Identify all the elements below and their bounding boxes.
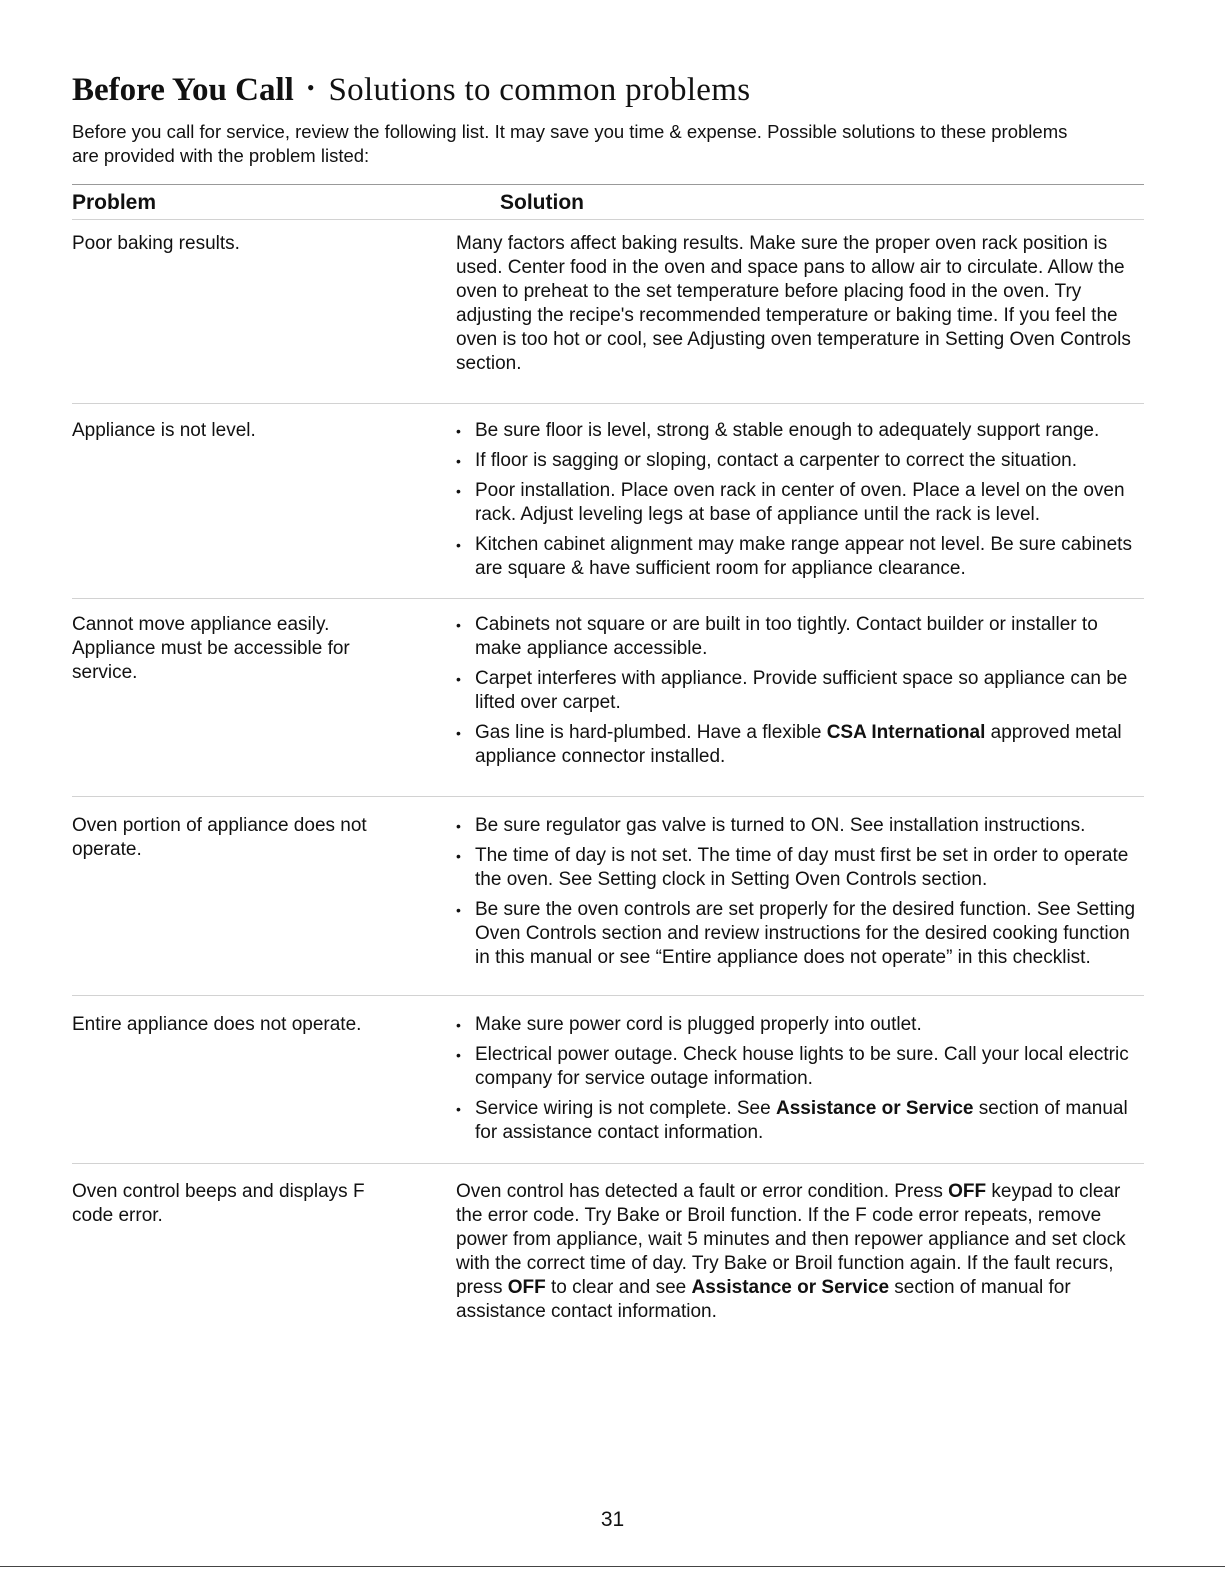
bullet-text: Be sure floor is level, strong & stable enough to adequately support range.	[475, 420, 1100, 441]
bullet-dot: •	[456, 818, 461, 834]
bullet-item	[456, 814, 1146, 838]
table-row	[72, 599, 1144, 797]
problem-cell: Entire appliance does not operate.	[72, 1014, 362, 1035]
table-row	[72, 996, 1144, 1164]
solution-text: Oven control has detected a fault or error condition. Press	[456, 1181, 949, 1202]
solution-cell	[456, 814, 1146, 976]
solution-bullet-list	[456, 613, 1146, 769]
problem-cell: Appliance is not level.	[72, 420, 256, 441]
problem-cell: Cannot move appliance easily. Appliance must be accessible for service.	[72, 614, 350, 683]
bullet-dot: •	[456, 902, 461, 918]
problem-cell: Oven control beeps and displays F code error.	[72, 1181, 365, 1226]
bullet-text: The time of day is not set. The time of day must first be set in order to operate the oven. See Setting clock in Setting Oven Controls section.	[475, 845, 1129, 890]
solution-cell	[456, 613, 1146, 775]
solution-cell	[456, 1180, 1146, 1324]
title-main: Before You Call	[72, 72, 294, 108]
bullet-item	[456, 1043, 1146, 1091]
bullet-text: If floor is sagging or sloping, contact a carpenter to correct the situation.	[475, 450, 1077, 471]
solution-text: section of manual for assistance contact information.	[456, 1277, 1071, 1322]
bold-term: OFF	[507, 1277, 546, 1298]
solution-text: to clear and see	[545, 1277, 692, 1298]
bullet-item	[456, 533, 1146, 581]
bullet-item	[456, 479, 1146, 527]
bold-term: Assistance or Service	[775, 1098, 974, 1119]
bullet-text: Electrical power outage. Check house lights to be sure. Call your local electric company for service outage information.	[475, 1044, 1129, 1089]
bullet-dot: •	[456, 453, 461, 469]
problem-cell: Oven portion of appliance does not operate.	[72, 815, 367, 860]
intro-paragraph: Before you call for service, review the following list. It may save you time & expense. Possible solutions to these problems are provided with the problem listed:	[72, 121, 1068, 166]
bullet-item	[456, 844, 1146, 892]
bullet-item	[456, 1013, 1146, 1037]
bullet-dot: •	[456, 423, 461, 439]
page-number: 31	[600, 1508, 625, 1531]
bullet-dot: •	[456, 1101, 461, 1117]
bullet-item	[456, 1097, 1146, 1145]
bullet-dot: •	[456, 671, 461, 687]
solution-bullet-list	[456, 814, 1146, 970]
bullet-text: approved metal appliance connector installed.	[475, 722, 1122, 767]
page-title	[72, 66, 1144, 112]
table-row	[72, 404, 1144, 599]
solution-bullet-list	[456, 1013, 1146, 1145]
title-subtitle: Solutions to common problems	[328, 72, 751, 108]
bullet-item	[456, 419, 1146, 443]
table-row	[72, 1164, 1144, 1334]
bullet-item	[456, 449, 1146, 473]
bullet-dot: •	[456, 537, 461, 553]
solution-bullet-list	[456, 419, 1146, 581]
bullet-text: Poor installation. Place oven rack in center of oven. Place a level on the oven rack. Adjust leveling legs at base of appliance until the rack is level.	[475, 480, 1125, 525]
bullet-dot: •	[456, 1047, 461, 1063]
bullet-dot: •	[456, 483, 461, 499]
bullet-text: Cabinets not square or are built in too tightly. Contact builder or installer to make appliance accessible.	[475, 614, 1098, 659]
table-row	[72, 220, 1144, 404]
bullet-text: section of manual for assistance contact information.	[475, 1098, 1128, 1143]
bullet-item	[456, 898, 1146, 970]
bullet-text: Kitchen cabinet alignment may make range appear not level. Be sure cabinets are square & have sufficient room for appliance clearance.	[475, 534, 1132, 579]
bullet-text: Make sure power cord is plugged properly into outlet.	[475, 1014, 922, 1035]
problem-cell: Poor baking results.	[72, 233, 240, 254]
bullet-dot: •	[456, 1017, 461, 1033]
bullet-text: Gas line is hard-plumbed. Have a flexible	[475, 722, 827, 743]
bullet-text: Be sure regulator gas valve is turned to ON. See installation instructions.	[475, 815, 1086, 836]
bullet-dot: •	[456, 848, 461, 864]
header-solution: Solution	[500, 191, 584, 214]
solution-text: keypad to clear the error code. Try Bake or Broil function. If the F code error repeats, remove power from appliance, wait 5 minutes and then repower appliance and set clock with the correct time of day. Try Bake or Broil function again. If the fault recurs, press	[456, 1181, 1126, 1298]
bullet-text: Be sure the oven controls are set properly for the desired function. See Setting Oven Controls section and review instructions for the desired cooking function in this manual or see “Entire appliance does not operate” in this checklist.	[475, 899, 1136, 968]
bullet-text: Service wiring is not complete. See	[475, 1098, 776, 1119]
bold-term: Assistance or Service	[691, 1277, 890, 1298]
table-row	[72, 797, 1144, 996]
header-problem: Problem	[72, 191, 157, 214]
bullet-text: Carpet interferes with appliance. Provide sufficient space so appliance can be lifted over carpet.	[475, 668, 1128, 713]
page-content	[72, 66, 1144, 1322]
solution-cell	[456, 419, 1146, 587]
bullet-dot: •	[456, 725, 461, 741]
bottom-rule	[0, 1566, 1225, 1567]
solution-cell: Many factors affect baking results. Make sure the proper oven rack position is used. Center food in the oven and space pans to allow air to circulate. Allow the oven to preheat to the set temperature before placing food in the oven. Try adjusting the recipe's recommended temperature or baking time. If you feel the oven is too hot or cool, see Adjusting oven temperature in Setting Oven Controls section.	[456, 233, 1131, 374]
bullet-dot: •	[456, 617, 461, 633]
bold-term: OFF	[948, 1181, 987, 1202]
bold-term: CSA International	[826, 722, 986, 743]
troubleshooting-table	[72, 184, 1144, 1334]
bullet-item	[456, 613, 1146, 661]
bullet-item	[456, 721, 1146, 769]
title-bullet: •	[306, 75, 315, 100]
solution-cell	[456, 1013, 1146, 1151]
table-header	[72, 185, 1144, 220]
bullet-item	[456, 667, 1146, 715]
